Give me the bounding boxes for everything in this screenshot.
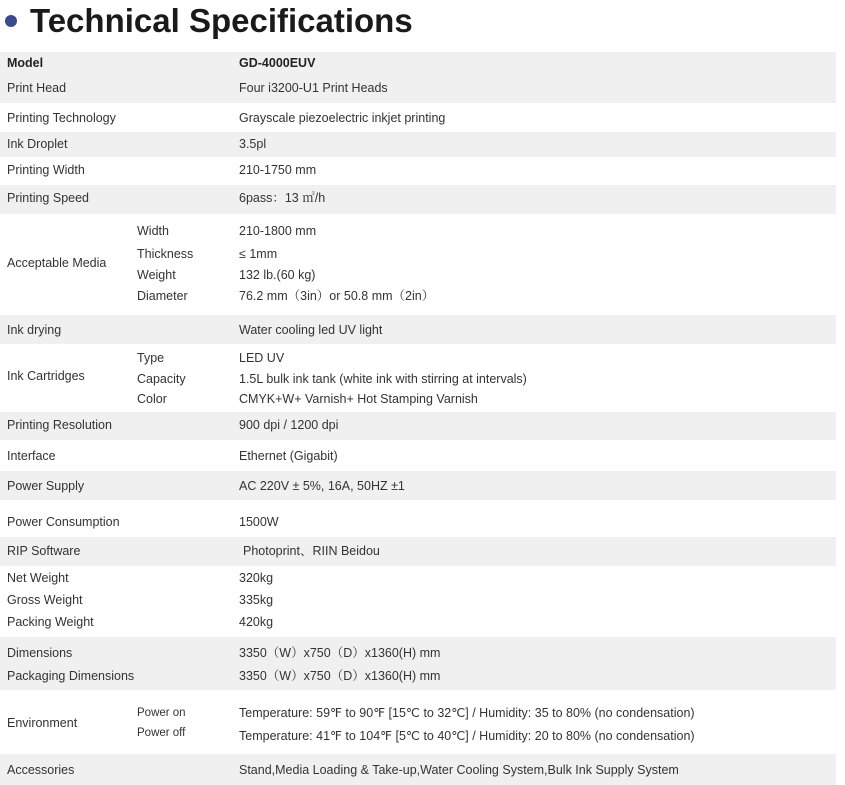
spec-row-printing-technology [0, 103, 836, 132]
spec-row-weights [0, 566, 836, 637]
spec-row-ink-droplet [0, 132, 836, 157]
spec-row-acceptable-media [0, 214, 836, 315]
spec-value: Grayscale piezoelectric inkjet printing [239, 111, 446, 125]
spec-label: Acceptable Media [7, 256, 107, 270]
spec-value: 1500W [239, 515, 279, 529]
spec-value: 6pass：13 ㎡/h [239, 191, 326, 205]
spec-value: 3350（W）x750（D）x1360(H) mm [239, 646, 441, 660]
spec-label: Accessories [7, 763, 75, 777]
spec-sublabel: Color [137, 392, 167, 406]
spec-sublabel: Diameter [137, 289, 188, 303]
spec-row-ink-cartridges [0, 344, 836, 412]
spec-value: 320kg [239, 571, 274, 585]
spec-value: 3350（W）x750（D）x1360(H) mm [239, 669, 441, 683]
spec-value: 210-1800 mm [239, 224, 317, 238]
spec-label: Packing Weight [7, 615, 94, 629]
spec-value: LED UV [239, 351, 285, 365]
spec-value: 335kg [239, 593, 274, 607]
spec-sublabel: Weight [137, 268, 176, 282]
spec-value: Temperature: 59℉ to 90℉ [15℃ to 32℃] / Humidity: 35 to 80% (no condensation) [239, 706, 695, 720]
spec-row-printing-resolution [0, 412, 836, 440]
spec-sublabel: Width [137, 224, 169, 238]
spec-label: Interface [7, 449, 56, 463]
spec-label: Net Weight [7, 571, 69, 585]
spec-sublabel: Thickness [137, 247, 194, 261]
spec-label: Gross Weight [7, 593, 83, 607]
page-title: Technical Specifications [30, 2, 413, 39]
spec-row-model [0, 52, 836, 74]
spec-label: Printing Technology [7, 111, 116, 125]
spec-label: Model [7, 56, 44, 70]
spec-value: 76.2 mm（3in）or 50.8 mm（2in） [239, 289, 435, 303]
spec-value: GD-4000EUV [239, 56, 316, 70]
spec-label: Environment [7, 716, 78, 730]
spec-row-printing-speed [0, 185, 836, 214]
spec-row-printing-width [0, 157, 836, 185]
spec-row-power-consumption [0, 500, 836, 537]
spec-value: 900 dpi / 1200 dpi [239, 418, 339, 432]
spec-label: RIP Software [7, 544, 81, 558]
spec-value: Water cooling led UV light [239, 323, 383, 337]
spec-value: 3.5pl [239, 137, 267, 151]
spec-row-rip-software [0, 537, 836, 566]
spec-row-accessories [0, 754, 836, 785]
spec-row-environment [0, 690, 836, 754]
spec-value: 210-1750 mm [239, 163, 317, 177]
spec-label: Printing Speed [7, 191, 90, 205]
spec-row-ink-drying [0, 315, 836, 344]
spec-label: Ink Cartridges [7, 369, 85, 383]
spec-value: Four i3200-U1 Print Heads [239, 81, 388, 95]
spec-value: Ethernet (Gigabit) [239, 449, 338, 463]
spec-label: Printing Width [7, 163, 85, 177]
spec-label: Power Consumption [7, 515, 120, 529]
spec-value: 1.5L bulk ink tank (white ink with stirring at intervals) [239, 372, 527, 386]
spec-sublabel: Power off [137, 727, 186, 739]
spec-sublabel: Capacity [137, 372, 186, 386]
spec-value: AC 220V ± 5%, 16A, 50HZ ±1 [239, 479, 405, 493]
spec-label: Packaging Dimensions [7, 669, 135, 683]
spec-row-print-head [0, 74, 836, 103]
spec-label: Print Head [7, 81, 67, 95]
spec-label: Power Supply [7, 479, 85, 493]
spec-label: Ink drying [7, 323, 62, 337]
spec-label: Ink Droplet [7, 137, 68, 151]
spec-value: Photoprint、RIIN Beidou [243, 544, 380, 558]
spec-sublabel: Type [137, 351, 165, 365]
spec-sublabel: Power on [137, 707, 186, 719]
spec-value: 132 lb.(60 kg) [239, 268, 316, 282]
spec-row-dimensions [0, 637, 836, 690]
spec-value: ≤ 1mm [239, 247, 278, 261]
spec-value: 420kg [239, 615, 274, 629]
spec-row-interface [0, 440, 836, 471]
spec-label: Dimensions [7, 646, 73, 660]
spec-label: Printing Resolution [7, 418, 112, 432]
spec-row-power-supply [0, 471, 836, 500]
spec-value: CMYK+W+ Varnish+ Hot Stamping Varnish [239, 392, 478, 406]
spec-value: Temperature: 41℉ to 104℉ [5℃ to 40℃] / Humidity: 20 to 80% (no condensation) [239, 729, 695, 743]
spec-value: Stand,Media Loading & Take-up,Water Cooling System,Bulk Ink Supply System [239, 763, 679, 777]
